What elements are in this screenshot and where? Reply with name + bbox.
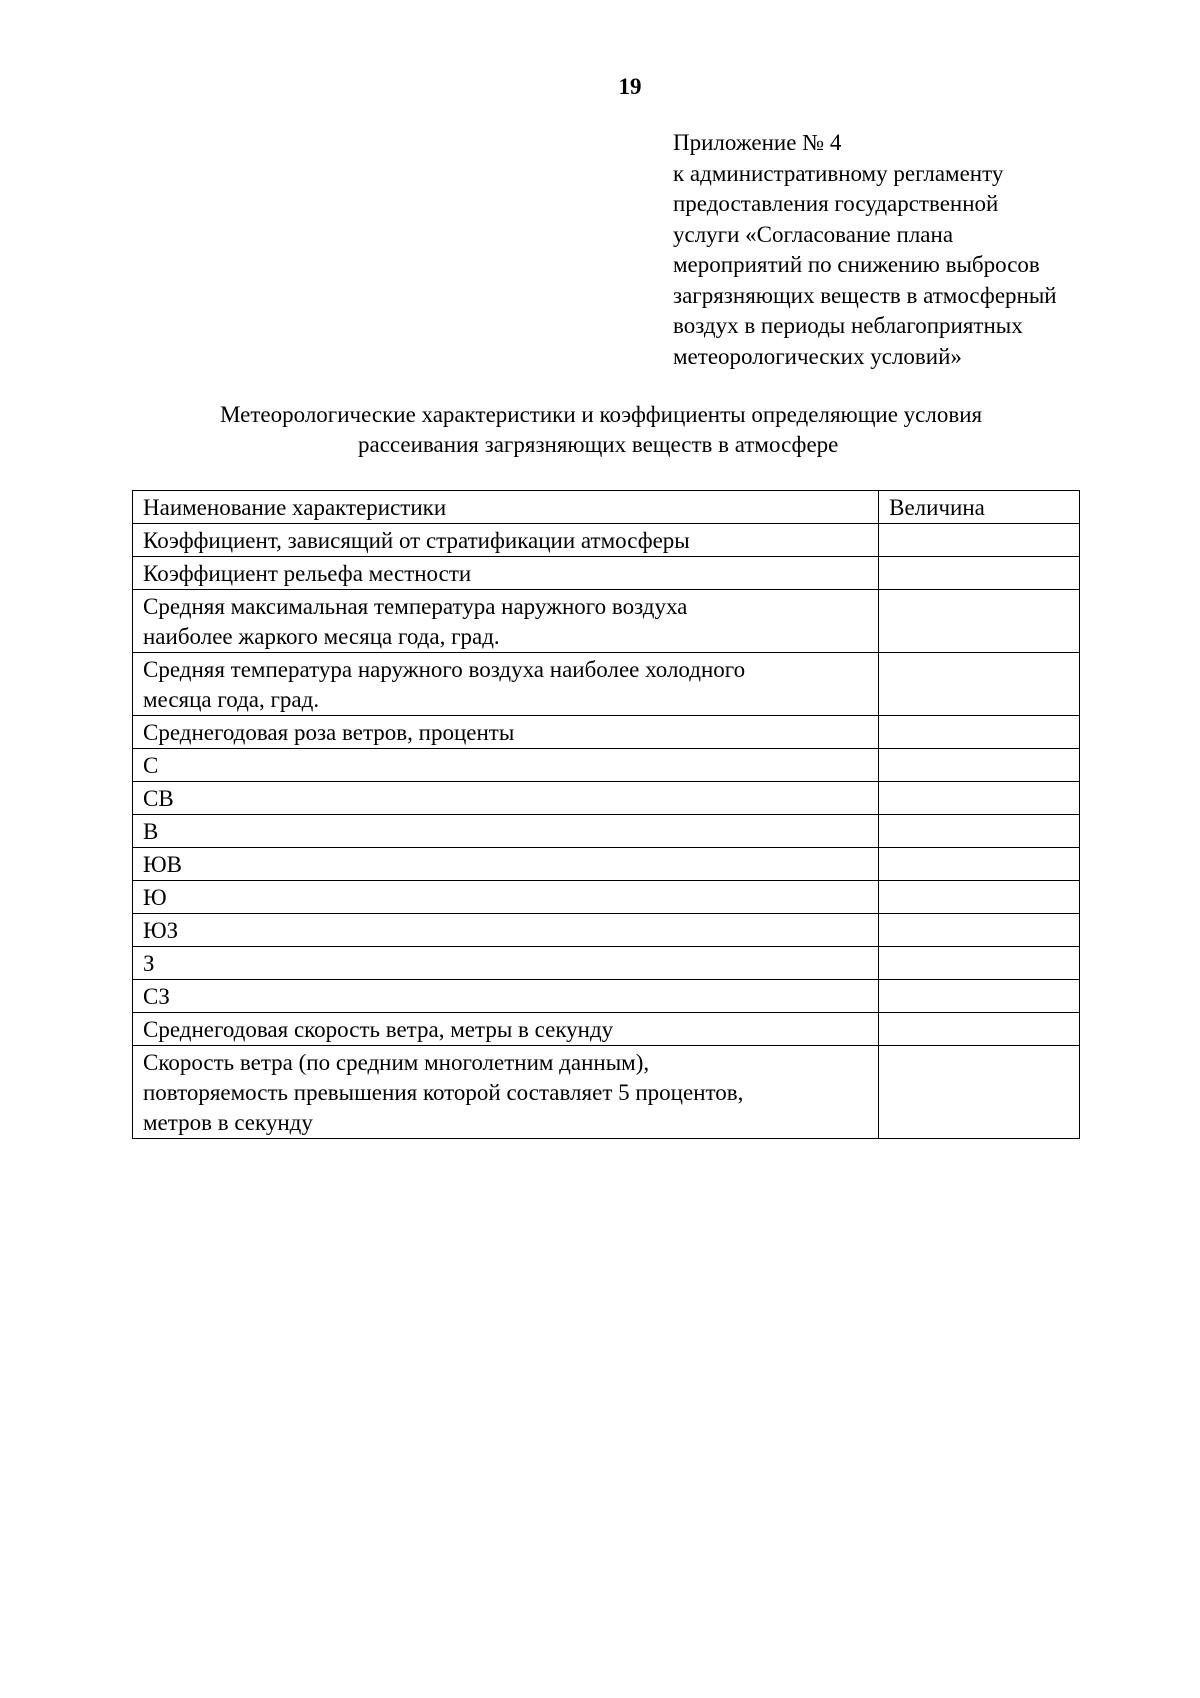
row-name-cell [133,716,879,749]
row-name-cell [133,848,879,881]
appendix-line: загрязняющих веществ в атмосферный [673,282,1057,308]
row-value-cell [879,980,1080,1013]
table-row [133,557,1080,590]
table-row [133,980,1080,1013]
row-value-cell [879,914,1080,947]
table-row [133,524,1080,557]
table-row [133,1013,1080,1046]
appendix-line: к административному регламенту [673,160,1004,186]
row-name-line: Среднегодовая роза ветров, проценты [143,720,515,745]
table-row [133,653,1080,716]
row-value-cell [879,749,1080,782]
row-value-cell [879,782,1080,815]
row-name-line: наиболее жаркого месяца года, град. [143,624,500,649]
row-name-cell [133,980,879,1013]
title-line-1: Метеорологические характеристики и коэффициенты определяющие условия [220,402,983,427]
table-row [133,1046,1080,1139]
row-name-line: СЗ [143,984,170,1009]
appendix-line: услуги «Согласование плана [673,221,954,247]
row-name-line: Коэффициент, зависящий от стратификации атмосферы [143,528,690,553]
row-name-cell [133,653,879,716]
row-name-cell [133,1013,879,1046]
row-value-cell [879,1046,1080,1139]
row-name-line: повторяемость превышения которой составляет 5 процентов, [143,1080,744,1105]
title-line-2: рассеивания загрязняющих веществ в атмосфере [358,432,839,457]
row-value-cell [879,1013,1080,1046]
row-value-cell [879,947,1080,980]
row-name-line: Коэффициент рельефа местности [143,561,472,586]
header-name: Наименование характеристики [133,491,879,524]
row-name-line: ЮЗ [143,918,179,943]
row-name-line: ЮВ [143,852,182,877]
table-row [133,914,1080,947]
row-name-cell [133,815,879,848]
row-value-cell [879,557,1080,590]
row-value-cell [879,653,1080,716]
row-name-cell [133,557,879,590]
row-name-line: Среднегодовая скорость ветра, метры в секунду [143,1017,614,1042]
appendix-line: воздух в периоды неблагоприятных [673,313,1023,338]
appendix-line: метеорологических условий» [673,343,962,369]
appendix-block [673,128,1173,372]
table-header-row [133,491,1080,524]
row-value-cell [879,524,1080,557]
appendix-line: Приложение № 4 [673,130,842,155]
row-value-cell [879,590,1080,653]
row-name-cell [133,782,879,815]
row-name-cell [133,947,879,980]
row-name-line: месяца года, град. [143,687,320,712]
row-name-line: З [143,951,155,976]
appendix-line: мероприятий по снижению выбросов [673,252,1040,277]
table-row [133,881,1080,914]
document-title [220,400,1120,460]
table-row [133,848,1080,881]
row-name-cell [133,1046,879,1139]
row-value-cell [879,815,1080,848]
row-name-cell [133,590,879,653]
row-name-cell [133,881,879,914]
row-name-cell [133,749,879,782]
row-name-cell [133,914,879,947]
table-row [133,815,1080,848]
row-name-line: метров в секунду [143,1110,313,1135]
row-value-cell [879,848,1080,881]
table-row [133,749,1080,782]
row-value-cell [879,716,1080,749]
appendix-line: предоставления государственной [673,191,999,216]
table-row [133,782,1080,815]
table-row [133,590,1080,653]
row-name-line: Скорость ветра (по средним многолетним данным), [143,1050,650,1075]
row-name-line: СВ [143,786,174,811]
characteristics-table [132,490,1080,1139]
header-value: Величина [879,491,1080,524]
row-name-line: Средняя температура наружного воздуха наиболее холодного [143,657,746,682]
row-name-cell [133,524,879,557]
row-name-line: Ю [143,885,167,910]
table-row [133,947,1080,980]
row-name-line: Средняя максимальная температура наружного воздуха [143,594,688,619]
row-name-line: В [143,819,159,844]
row-name-line: С [143,753,159,778]
page-number: 19 [618,74,642,99]
row-value-cell [879,881,1080,914]
table-row [133,716,1080,749]
